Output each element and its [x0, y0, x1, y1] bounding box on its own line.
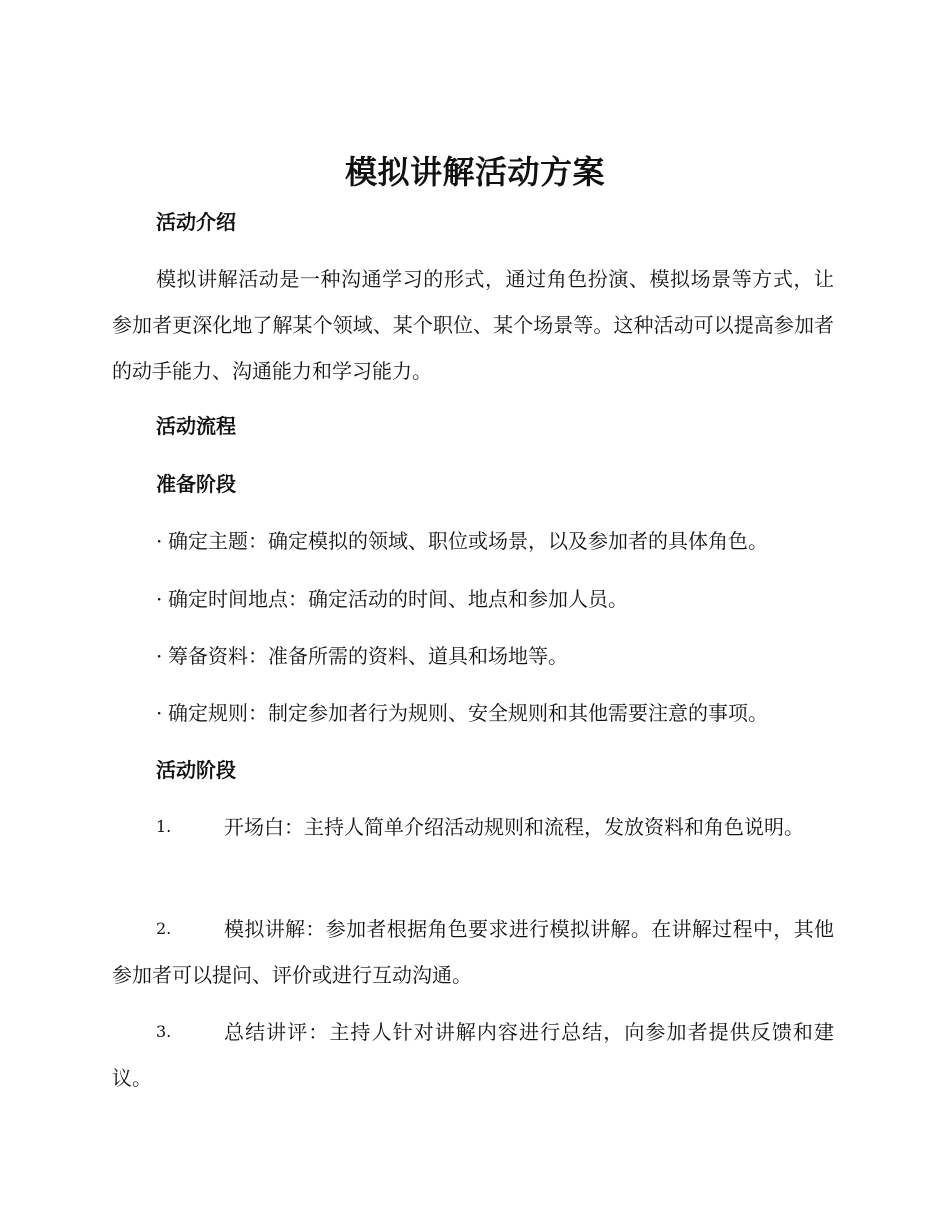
list-item: [156, 526, 768, 556]
list-item: [156, 641, 568, 671]
section-heading-flow: 活动流程: [156, 414, 236, 438]
intro-text: 模拟讲解活动是一种沟通学习的形式，通过角色扮演、模拟场景等方式，让参加者更深化地了解某个领域、某个职位、某个场景等。这种活动可以提高参加者的动手能力、沟通能力和学习能力。: [112, 267, 834, 383]
item-number: 3.: [156, 1022, 172, 1041]
item-text: 总结讲评：主持人针对讲解内容进行总结，向参加者提供反馈和建议。: [112, 1020, 834, 1090]
numbered-item: [112, 804, 834, 850]
numbered-item: [112, 1009, 834, 1101]
section-heading-stage: 活动阶段: [156, 758, 236, 782]
item-text: 模拟讲解：参加者根据角色要求进行模拟讲解。在讲解过程中，其他参加者可以提问、评价或进行互动沟通。: [112, 917, 834, 987]
section-heading-prep: 准备阶段: [156, 472, 236, 496]
list-item-text: 确定规则：制定参加者行为规则、安全规则和其他需要注意的事项。: [168, 701, 768, 725]
bullet-marker: ·: [156, 701, 163, 725]
page-title: 模拟讲解活动方案: [344, 153, 605, 191]
bullet-marker: ·: [156, 644, 163, 668]
list-item: [156, 698, 768, 728]
intro-paragraph: [112, 256, 834, 394]
list-item: [156, 584, 628, 614]
list-item-text: 确定主题：确定模拟的领域、职位或场景，以及参加者的具体角色。: [168, 529, 768, 553]
item-text: 开场白：主持人简单介绍活动规则和流程，发放资料和角色说明。: [224, 815, 804, 839]
list-item-text: 筹备资料：准备所需的资料、道具和场地等。: [168, 644, 568, 668]
bullet-marker: ·: [156, 529, 163, 553]
section-heading-intro: 活动介绍: [156, 210, 236, 234]
numbered-item: [112, 906, 834, 998]
item-number: 1.: [156, 817, 172, 836]
item-number: 2.: [156, 919, 172, 938]
list-item-text: 确定时间地点：确定活动的时间、地点和参加人员。: [168, 587, 628, 611]
bullet-marker: ·: [156, 587, 163, 611]
